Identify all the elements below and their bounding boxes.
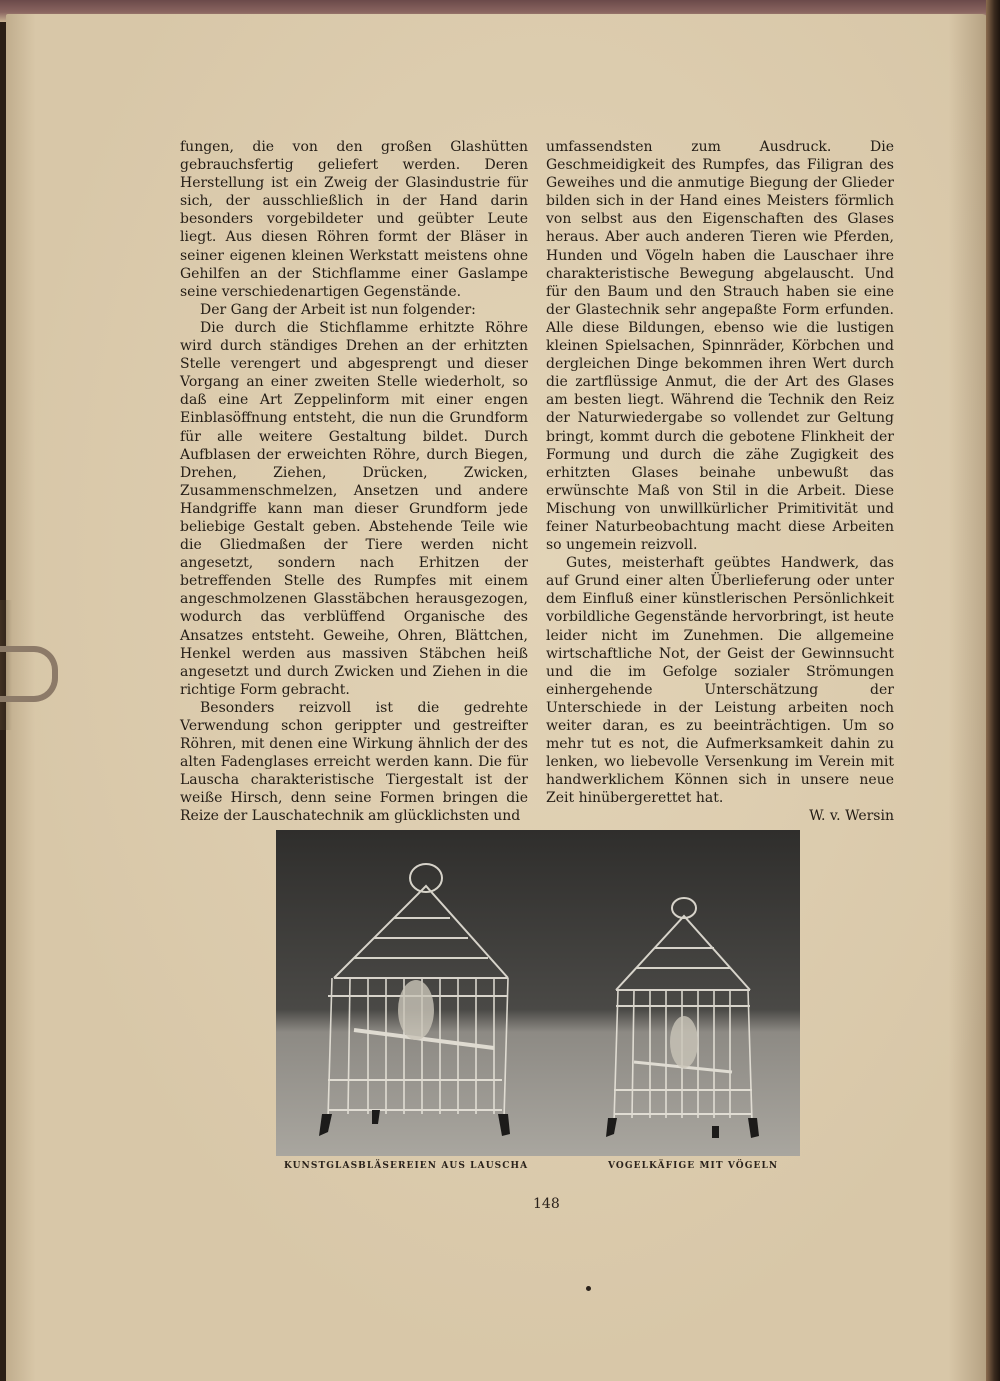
photo-caption-left: KUNSTGLASBLÄSEREIEN AUS LAUSCHA bbox=[284, 1161, 529, 1171]
paper-clip bbox=[0, 646, 58, 702]
photo-caption-right: VOGELKÄFIGE MIT VÖGELN bbox=[608, 1161, 779, 1171]
paragraph: Der Gang der Arbeit ist nun folgender: bbox=[200, 301, 476, 318]
photo-bird-cages bbox=[276, 830, 800, 1156]
large-cage-bird bbox=[398, 980, 434, 1040]
paragraph: umfassendsten zum Ausdruck. Die Geschmeidigkeit des Rumpfes, das Filigran des Geweihes und die anmutige Biegung der Glieder bilden sich in der Hand eines Meisters förmlich von selbst aus den Eigenschaften des Glases heraus. Aber auch anderen Tieren wie Pferden, Hunden und Vögeln haben die Lauschaer ihre charakteristische Bewegung abgelauscht. Und für den Baum und den Strauch haben sie eine der Glastechnik sehr angepaßte Form erfunden. Alle diese Bildungen, ebenso wie die lustigen kleinen Spielsachen, Spinnräder, Körbchen und dergleichen Dinge bekommen ihren Wert durch die zartflüssige Anmut, die der Art des Glases am besten liegt. Während die Technik den Reiz der Naturwiedergabe so vollendet zur Geltung bringt, kommt durch die gebotene Flinkheit der Formung und durch die zähe Zugigkeit des erhitzten Glases beinahe unbewußt das erwünschte Maß von Stil in die Arbeit. Diese Mischung von unwillkürlicher Primitivität und feiner Naturbeobachtung macht diese Arbeiten so ungemein reizvoll. bbox=[546, 139, 894, 554]
page-number: 148 bbox=[533, 1196, 560, 1212]
signature-row bbox=[546, 807, 894, 825]
paragraph: Besonders reizvoll ist die gedrehte Verwendung schon gerippter und gestreifter Röhren, mit denen eine Wirkung ähnlich der des alten Fadenglases erreicht werden kann. Die für Lauscha charakteristische Tiergestalt ist der weiße Hirsch, denn seine Formen bringen die Reize der Lauschatechnik am glücklichsten und bbox=[180, 699, 528, 825]
text-column-right bbox=[546, 138, 894, 826]
book-right-edge bbox=[986, 0, 1000, 1381]
paragraph: Die durch die Stichflamme erhitzte Röhre wird durch ständiges Drehen an der erhitzten Stelle verengert und abgesprengt und dieser Vorgang an einer zweiten Stelle wiederholt, so daß eine Art Zeppelinform mit einer engen Einblasöffnung entsteht, die nun die Grundform für alle weitere Gestaltung bildet. Durch Aufblasen der erweichten Röhre, durch Biegen, Drehen, Ziehen, Drücken, Zwicken, Zusammenschmelzen, Ansetzen und andere Handgriffe kann man dieser Grundform jede beliebige Gestalt geben. Abstehende Teile wie die Gliedmaßen der Tiere werden nicht angesetzt, sondern nach Erhitzen der betreffenden Stelle des Rumpfes mit einem angeschmolzenen Glasstäbchen herausgezogen, wodurch das verblüffend Organische des Ansatzes entsteht. Geweihe, Ohren, Blättchen, Henkel werden aus massiven Stäbchen heiß angesetzt und durch Zwicken und Ziehen in die richtige Form gebracht. bbox=[180, 319, 528, 698]
bird-cages-illustration bbox=[276, 830, 800, 1156]
text-column-left bbox=[180, 138, 528, 826]
paragraph: Gutes, meisterhaft geübtes Handwerk, das auf Grund einer alten Überlieferung oder unter dem Einfluß einer künstlerischen Persönlichkeit vorbildliche Gegenstände hervorbringt, ist heute leider nicht im Zunehmen. Die allgemeine wirtschaftliche Not, der Geist der Gewinnsucht und die im Gefolge sozialer Strömungen einhergehende Unterschätzung der Unterschiede in der Leistung arbeiten noch weiter daran, es zu beeinträchtigen. Um so mehr tut es not, die Aufmerksamkeit dahin zu lenken, wo liebevolle Versenkung im Verein mit handwerklichem Können sich in unsere neue Zeit hinübergerettet hat. bbox=[546, 555, 894, 807]
ink-speck bbox=[586, 1286, 591, 1291]
small-cage-bird bbox=[670, 1016, 698, 1068]
author-signature: W. v. Wersin bbox=[809, 808, 894, 825]
paragraph: fungen, die von den großen Glashütten gebrauchsfertig geliefert werden. Deren Herstellung ist ein Zweig der Glasindustrie für sich, der ausschließlich in der Hand darin besonders vorgebildeter und geübter Leute liegt. Aus diesen Röhren formt der Bläser in seiner eigenen kleinen Werkstatt meistens ohne Gehilfen an der Stichflamme einer Gaslampe seine verschiedenartigen Gegenstände. bbox=[180, 139, 528, 300]
